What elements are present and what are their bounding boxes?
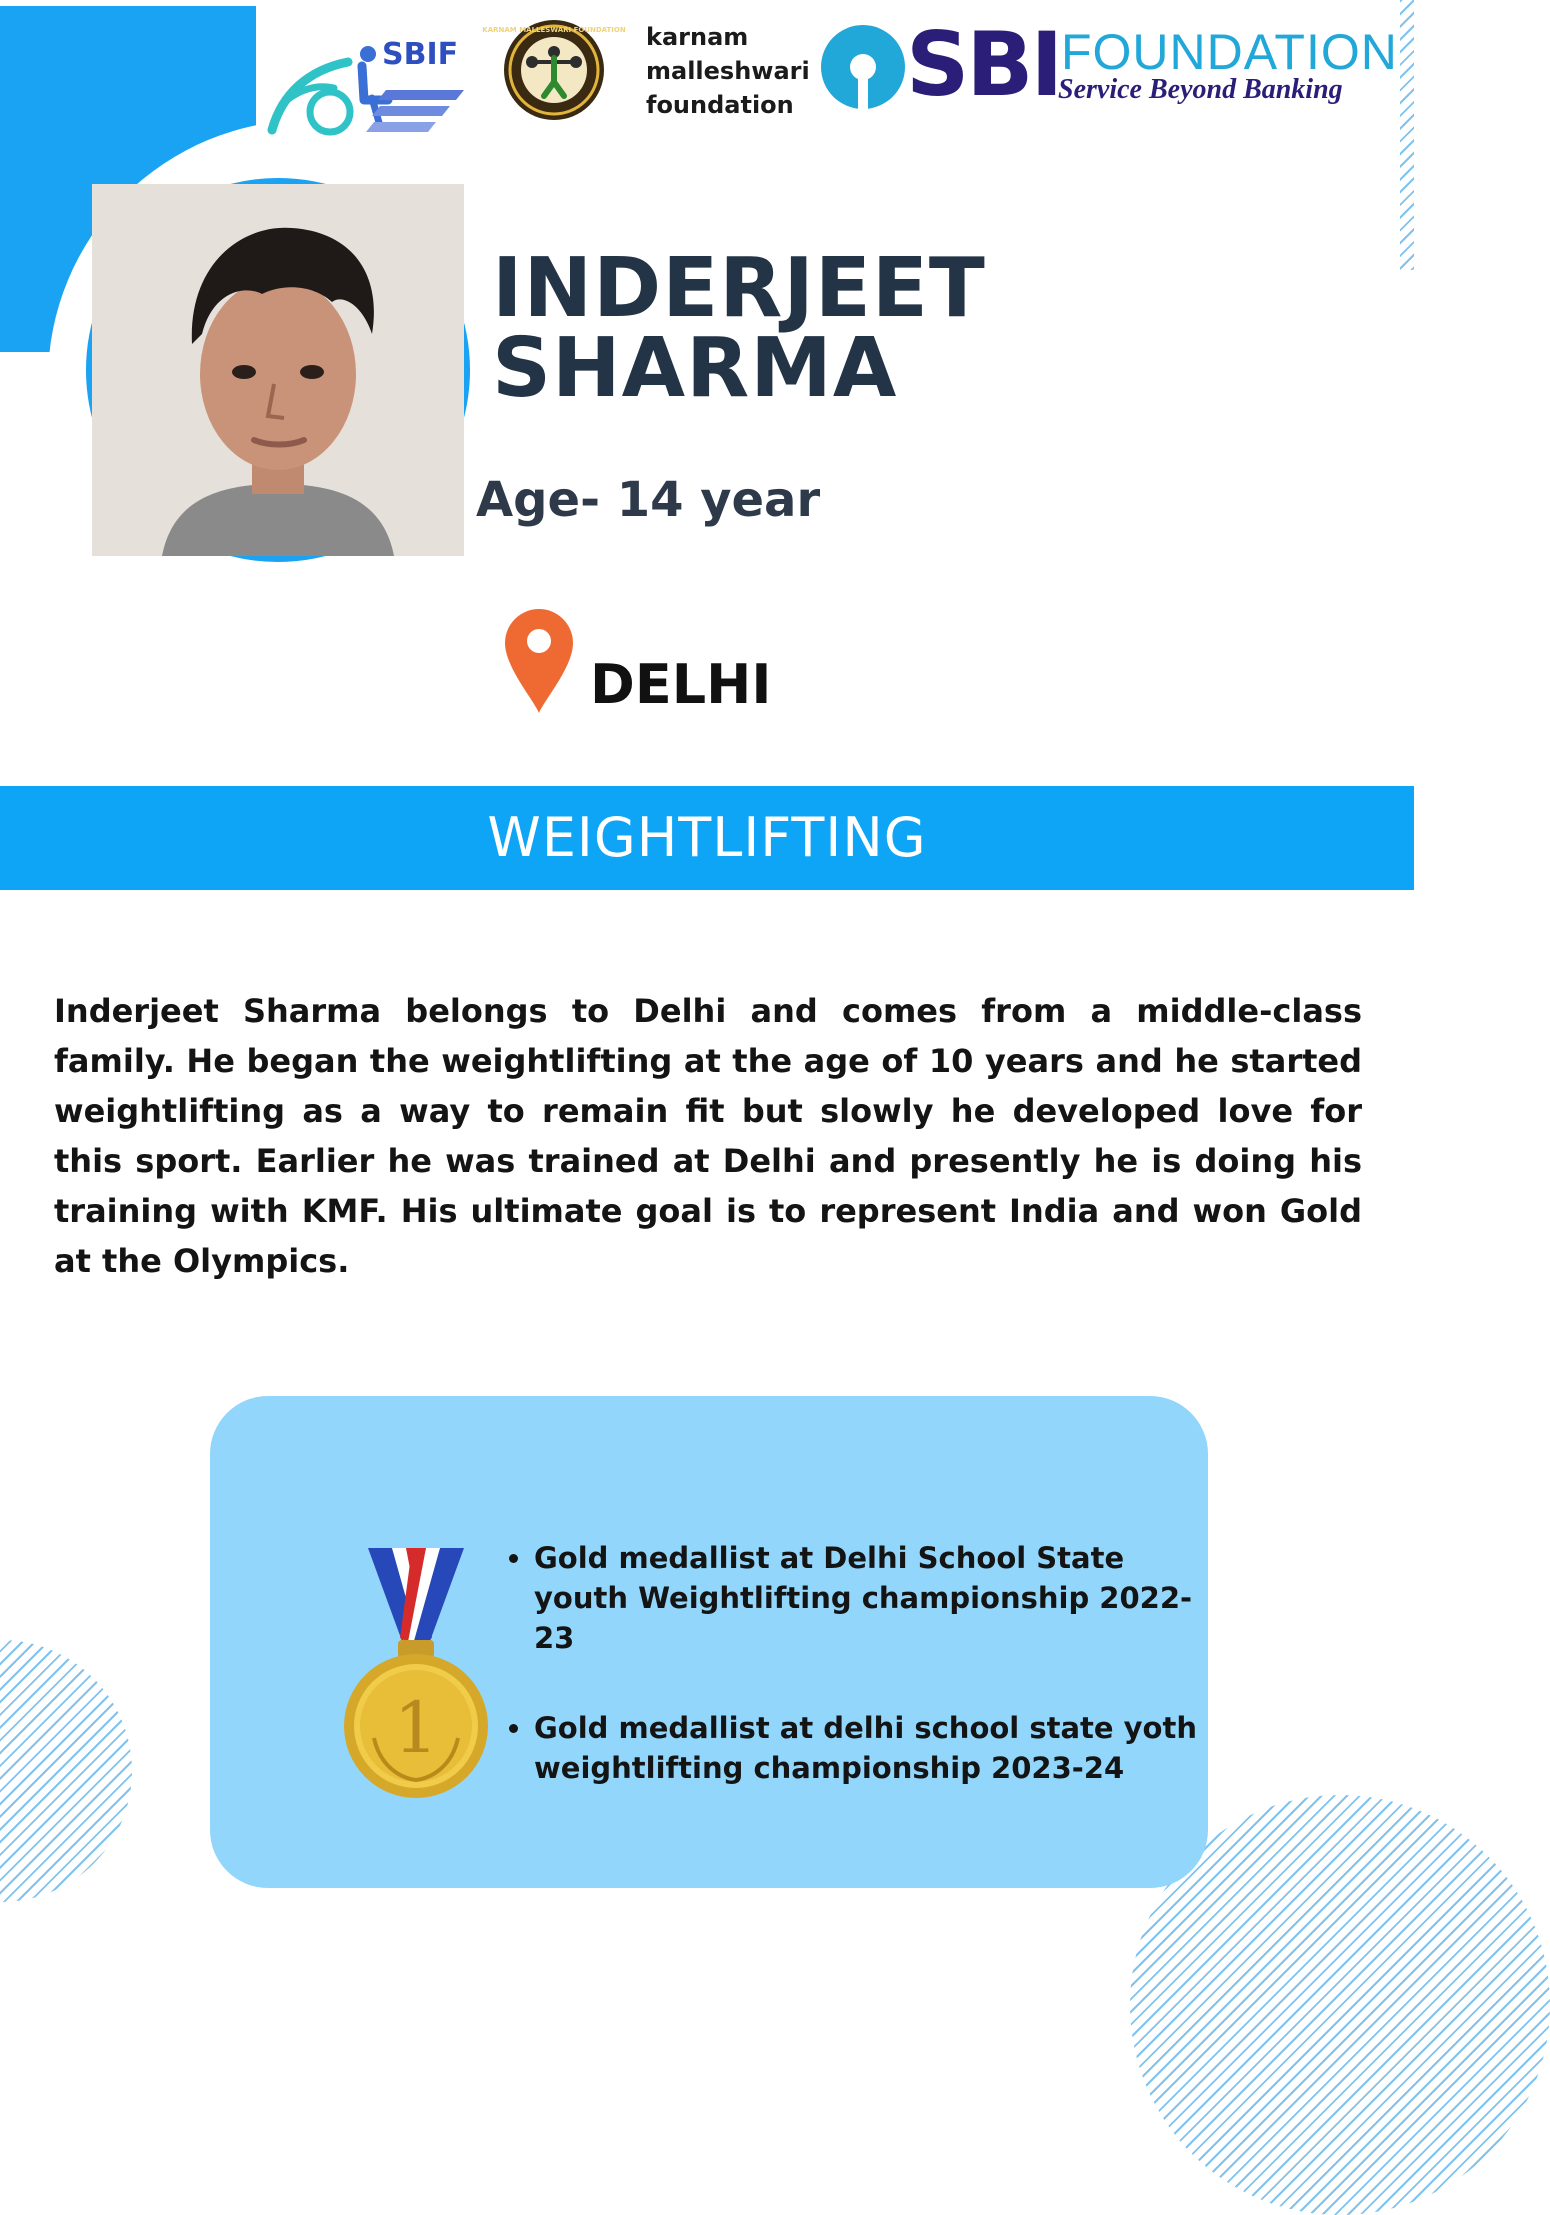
athlete-location: DELHI — [590, 653, 772, 716]
sbif-logo-text: SBIF — [382, 37, 459, 72]
sbi-keyhole-icon — [818, 22, 908, 112]
athlete-name-first: INDERJEET — [492, 241, 986, 336]
medal-number: 1 — [393, 1687, 439, 1769]
kmf-name-line: malleshwari — [646, 57, 810, 85]
kmf-logo — [482, 18, 626, 122]
location-pin-icon — [503, 607, 575, 715]
achievements-list — [494, 1538, 1214, 1838]
kmf-name-line: karnam — [646, 23, 749, 51]
sbif-logo — [268, 34, 474, 138]
achievement-item: • Gold medallist at delhi school state yoth weightlifting championship 2023-24 — [534, 1708, 1214, 1788]
sport-title: WEIGHTLIFTING — [487, 806, 927, 869]
stripe-decoration-top-right — [1400, 0, 1414, 270]
athlete-photo-illustration — [92, 184, 464, 556]
stripe-decoration-left — [0, 1640, 132, 1902]
gold-medal-icon — [340, 1548, 492, 1802]
sbi-foundation-text: FOUNDATION — [1061, 24, 1398, 80]
sbi-tagline: Service Beyond Banking — [1058, 74, 1343, 105]
kmf-name-text — [646, 20, 826, 122]
kmf-name-line: foundation — [646, 91, 794, 119]
athlete-portrait — [86, 178, 470, 562]
kmf-logo-ring-text: KARNAM MALLESWARI FOUNDATION — [482, 26, 626, 34]
achievement-item: • Gold medallist at Delhi School State youth Weightlifting championship 2022-23 — [534, 1538, 1214, 1658]
athlete-age: Age- 14 year — [476, 472, 821, 528]
sbi-wordmark: SBI — [906, 13, 1061, 116]
athlete-name-last: SHARMA — [492, 321, 898, 416]
athlete-bio: Inderjeet Sharma belongs to Delhi and comes from a middle-class family. He began the weightlifting at the age of 10 years and he started weightlifting as a way to remain fit but slowly he developed love for this sport. Earlier he was trained at Delhi and presently he is doing his training with KMF. His ultimate goal is to represent India and won Gold at the Olympics. — [54, 992, 1362, 1280]
